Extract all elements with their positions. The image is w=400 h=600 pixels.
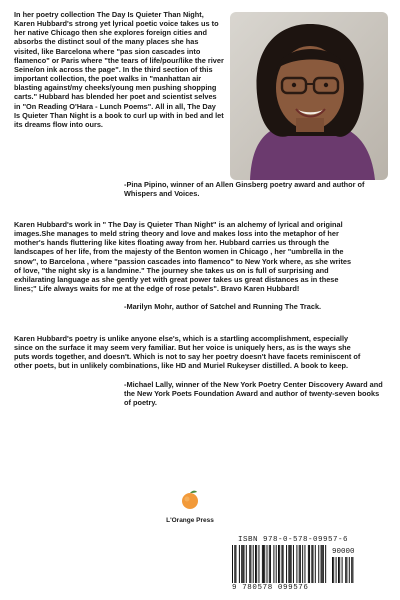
barcode-bar [244, 545, 245, 583]
barcode-bar [267, 545, 268, 583]
blurb-2-attribution: -Marilyn Mohr, author of Satchel and Running The Track. [124, 302, 322, 311]
barcode-bar [300, 545, 301, 583]
barcode-bar [325, 545, 326, 583]
barcode-bar [313, 545, 314, 583]
barcode-bar [281, 545, 282, 583]
barcode-bar [263, 545, 264, 583]
barcode-bar [322, 545, 323, 583]
blurb-3-text: Karen Hubbard's poetry is unlike anyone else's, which is a startling accomplishment, especially since on the surface it may seem very familiar. But her voice is uniquely hers, as is the ways she puts words together, and doesn't. Which is not to say her poetry doesn't have facets reminiscent of other poets, but in unlikely combinations, like HD and Muriel Rukeyser distilled. A book to keep. [14, 334, 361, 371]
barcode-bars [232, 545, 356, 589]
barcode-bar [279, 545, 280, 583]
author-photo [230, 12, 388, 180]
barcode-bar [286, 545, 287, 583]
barcode-bar [258, 545, 259, 583]
barcode-bar [264, 545, 265, 583]
barcode-bar [270, 545, 271, 583]
barcode-addon-bar [338, 557, 339, 583]
barcode-bar [296, 545, 297, 583]
publisher-name: L'Orange Press [166, 517, 214, 524]
barcode-bar [262, 545, 263, 583]
barcode-digits: 9 780578 099576 [232, 584, 309, 592]
barcode-addon-bar [333, 557, 334, 583]
author-portrait-image [230, 12, 388, 180]
barcode-bar [242, 545, 243, 583]
isbn-barcode [232, 536, 356, 596]
barcode-bar [256, 545, 257, 583]
barcode-addon-bar [349, 557, 350, 583]
barcode-bar [299, 545, 300, 583]
barcode-addon-bar [339, 557, 340, 583]
barcode-addon-bar [342, 557, 343, 583]
barcode-bar [234, 545, 235, 583]
barcode-bar [290, 545, 291, 583]
barcode-bar [273, 545, 274, 583]
barcode-addon-bar [352, 557, 353, 583]
orange-fruit-icon [179, 488, 201, 510]
barcode-addon-bar [346, 557, 347, 583]
barcode-bar [311, 545, 312, 583]
barcode-bar [269, 545, 270, 583]
barcode-bar [249, 545, 250, 583]
barcode-bar [293, 545, 294, 583]
barcode-bar [318, 545, 319, 583]
barcode-bar [302, 545, 303, 583]
barcode-addon-bar [336, 557, 337, 583]
barcode-bar [246, 545, 247, 583]
isbn-label: ISBN 978-0-578-09957-6 [238, 536, 349, 544]
barcode-addon-bar [345, 557, 346, 583]
blurb-1-attribution: -Pina Pipino, winner of an Allen Ginsberg poetry award and author of Whispers and Voices. [124, 180, 365, 199]
barcode-bar [323, 545, 324, 583]
barcode-addon-bar [351, 557, 352, 583]
barcode-bar [239, 545, 240, 583]
barcode-bar [288, 545, 289, 583]
blurb-3-attribution: -Michael Lally, winner of the New York Poetry Center Discovery Award and the New York Poets Foundation Award and author of twenty-seven books of poetry. [124, 380, 383, 408]
barcode-bar [315, 545, 316, 583]
barcode-addon-digits: 90000 [332, 548, 355, 556]
barcode-bar [235, 545, 236, 583]
barcode-bar [276, 545, 277, 583]
barcode-bar [308, 545, 309, 583]
blurb-2-text: Karen Hubbard's work in " The Day is Quieter Than Night" is an alchemy of lyrical and original images.She manages to meld string theory and love and makes loss into the metaphor of her mother's hands fluttering like kites floating away from her. Hubbard carries us through the landscapes of her life, from the majesty of the Benton women in Chicago , her "umbrella in the snow", to Barcelona , where "passion cascades into flamenco" to New York where, as she writes of love, "the night sky is a landmine." The journey she takes us on is full of surprising and exhilarating language as she gently yet with great power takes us great distances as in these lines;" Life always waits for me at the edge of rose petals". Bravo Karen Hubbard! [14, 220, 352, 294]
barcode-bar [255, 545, 256, 583]
barcode-bar [278, 545, 279, 583]
blurb-1-text: In her poetry collection The Day Is Quieter Than Night, Karen Hubbard's strong yet lyrical poetic voice takes us to her native Chicago then she explores foreign cities and absorbs the distinct soul of the many places she has visited, like Barcelona where "pas sion cascades into flamenco" or Paris where "the tears of life/pour/like the river Seine/on ink across the page". In the third section of this important collection, the poet walks in "manhattan air blasting against/my cheeks/young men pushing shopping carts." Hubbard has blended her poet and scientist selves in "On Reading O'Hara - Lunch Poems". All in all, The Day Is Quieter Than Night is a book to curl up with in bed and let its dreams flow into ours. [14, 10, 224, 129]
barcode-bar [291, 545, 292, 583]
barcode-bar [253, 545, 254, 583]
barcode-addon-bar [332, 557, 333, 583]
barcode-bar [309, 545, 310, 583]
barcode-bar [232, 545, 233, 583]
barcode-bar [283, 545, 284, 583]
barcode-bar [241, 545, 242, 583]
barcode-bar [321, 545, 322, 583]
barcode-bar [250, 545, 251, 583]
publisher-logo [150, 488, 230, 524]
back-cover [10, 4, 392, 596]
barcode-bar [304, 545, 305, 583]
